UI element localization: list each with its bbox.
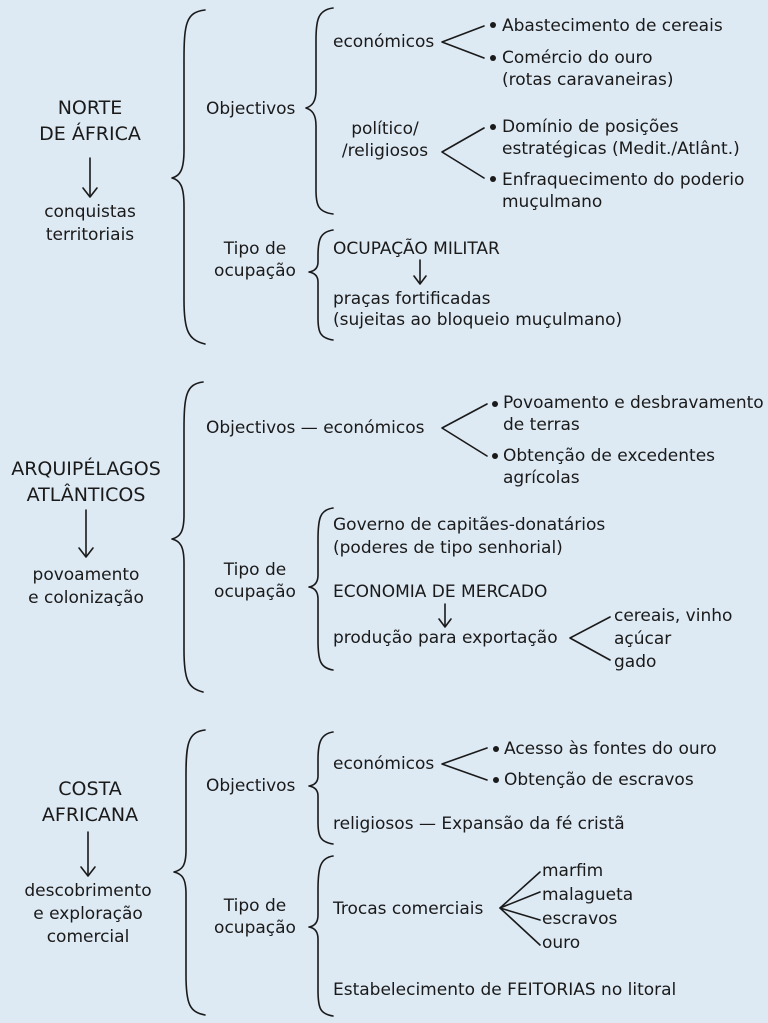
main-brace-2 — [172, 382, 203, 692]
objectives-label: Objectivos — [206, 776, 296, 796]
products-split-2 — [570, 617, 610, 660]
objective-item: agrícolas — [503, 468, 580, 488]
occupation-label — [205, 895, 305, 939]
bullet-icon — [492, 401, 498, 407]
bullet-icon — [490, 22, 496, 28]
political-label-line: político/ — [351, 119, 419, 139]
objectives-label: Objectivos — [206, 99, 296, 119]
economic-label: económicos — [333, 754, 435, 774]
objectives-brace-3 — [309, 732, 333, 844]
product-item: açúcar — [614, 629, 672, 649]
occupation-brace-1 — [309, 230, 333, 340]
occupation-brace-2 — [309, 508, 333, 670]
political-label-line: /religiosos — [341, 141, 429, 161]
economic-label: económicos — [333, 32, 435, 52]
economic-split-1 — [442, 26, 484, 58]
objective-item: estratégicas (Medit./Atlânt.) — [502, 139, 740, 159]
product-item: cereais, vinho — [614, 606, 733, 626]
region-label — [6, 456, 166, 508]
objective-item: Comércio do ouro — [502, 48, 653, 68]
region-label-line: COSTA — [58, 778, 122, 800]
bullet-icon — [490, 176, 496, 182]
outcome-label-line: descobrimento — [24, 881, 152, 901]
objective-item: Abastecimento de cereais — [502, 16, 723, 36]
objective-item: Povoamento e desbravamento — [503, 393, 764, 413]
bullet-icon — [493, 777, 499, 783]
feitorias-label: Estabelecimento de FEITORIAS no litoral — [333, 980, 677, 1000]
main-brace-1 — [172, 10, 205, 344]
objective-item: Domínio de posições — [502, 117, 679, 137]
governo-line: (poderes de tipo senhorial) — [333, 538, 563, 558]
religious-objective: religiosos — Expansão da fé cristã — [333, 814, 625, 834]
objective-item: Acesso às fontes do ouro — [504, 739, 717, 759]
trade-label: Trocas comerciais — [333, 899, 484, 919]
outcome-label-line: e colonização — [28, 588, 144, 608]
bullet-icon — [492, 453, 498, 459]
objectives-split-2 — [442, 404, 487, 456]
goods-split-3-inner — [500, 892, 540, 920]
trade-good: escravos — [542, 909, 618, 929]
political-split-1 — [442, 128, 484, 178]
objective-item: de terras — [503, 415, 580, 435]
region-label-line: ARQUIPÉLAGOS — [11, 458, 161, 480]
bullet-icon — [493, 746, 499, 752]
objectives-label: Objectivos — económicos — [206, 418, 425, 438]
objective-item: muçulmano — [502, 192, 603, 212]
trade-good: ouro — [542, 933, 581, 953]
production-label: produção para exportação — [333, 628, 558, 648]
occupation-result: (sujeitas ao bloqueio muçulmano) — [333, 310, 623, 330]
outcome-label-line: territoriais — [45, 225, 135, 245]
bullet-icon — [490, 55, 496, 61]
occupation-result: praças fortificadas — [333, 289, 491, 309]
region-label — [10, 776, 170, 828]
product-item: gado — [614, 652, 657, 672]
occupation-label-line: Tipo de — [223, 239, 287, 259]
objectives-brace-1 — [306, 8, 333, 214]
outcome-label — [10, 201, 170, 247]
occupation-label-line: Tipo de — [223, 896, 287, 916]
region-label-line: ATLÂNTICOS — [26, 484, 146, 506]
objective-item: Enfraquecimento do poderio — [502, 170, 745, 190]
region-label-line: NORTE — [57, 97, 123, 119]
governo-line: Governo de capitães-donatários — [333, 515, 606, 535]
occupation-brace-3 — [309, 856, 333, 1016]
occupation-label-line: ocupação — [214, 582, 296, 602]
occupation-label — [205, 559, 305, 603]
occupation-label-line: Tipo de — [223, 560, 287, 580]
occupation-label-line: ocupação — [214, 261, 296, 281]
outcome-label — [6, 564, 166, 610]
objective-item: Obtenção de escravos — [504, 770, 694, 790]
occupation-main: OCUPAÇÃO MILITAR — [333, 239, 500, 259]
outcome-label-line: conquistas — [44, 202, 136, 222]
bullet-icon — [490, 124, 496, 130]
outcome-label-line: comercial — [46, 927, 130, 947]
trade-good: marfim — [542, 861, 604, 881]
outcome-label-line: e exploração — [33, 904, 143, 924]
economic-split-3 — [442, 748, 487, 780]
trade-good: malagueta — [542, 885, 634, 905]
goods-split-3 — [500, 872, 540, 945]
region-label-line: DE ÁFRICA — [39, 123, 141, 145]
occupation-label — [205, 238, 305, 282]
economy-label: ECONOMIA DE MERCADO — [333, 582, 548, 602]
main-brace-3 — [174, 730, 205, 1015]
outcome-label-line: povoamento — [32, 565, 140, 585]
region-label-line: AFRICANA — [41, 804, 139, 826]
outcome-label — [8, 880, 168, 949]
region-label — [10, 95, 170, 147]
objective-item: (rotas caravaneiras) — [502, 70, 674, 90]
occupation-label-line: ocupação — [214, 918, 296, 938]
political-label — [330, 118, 440, 162]
objective-item: Obtenção de excedentes — [503, 446, 716, 466]
